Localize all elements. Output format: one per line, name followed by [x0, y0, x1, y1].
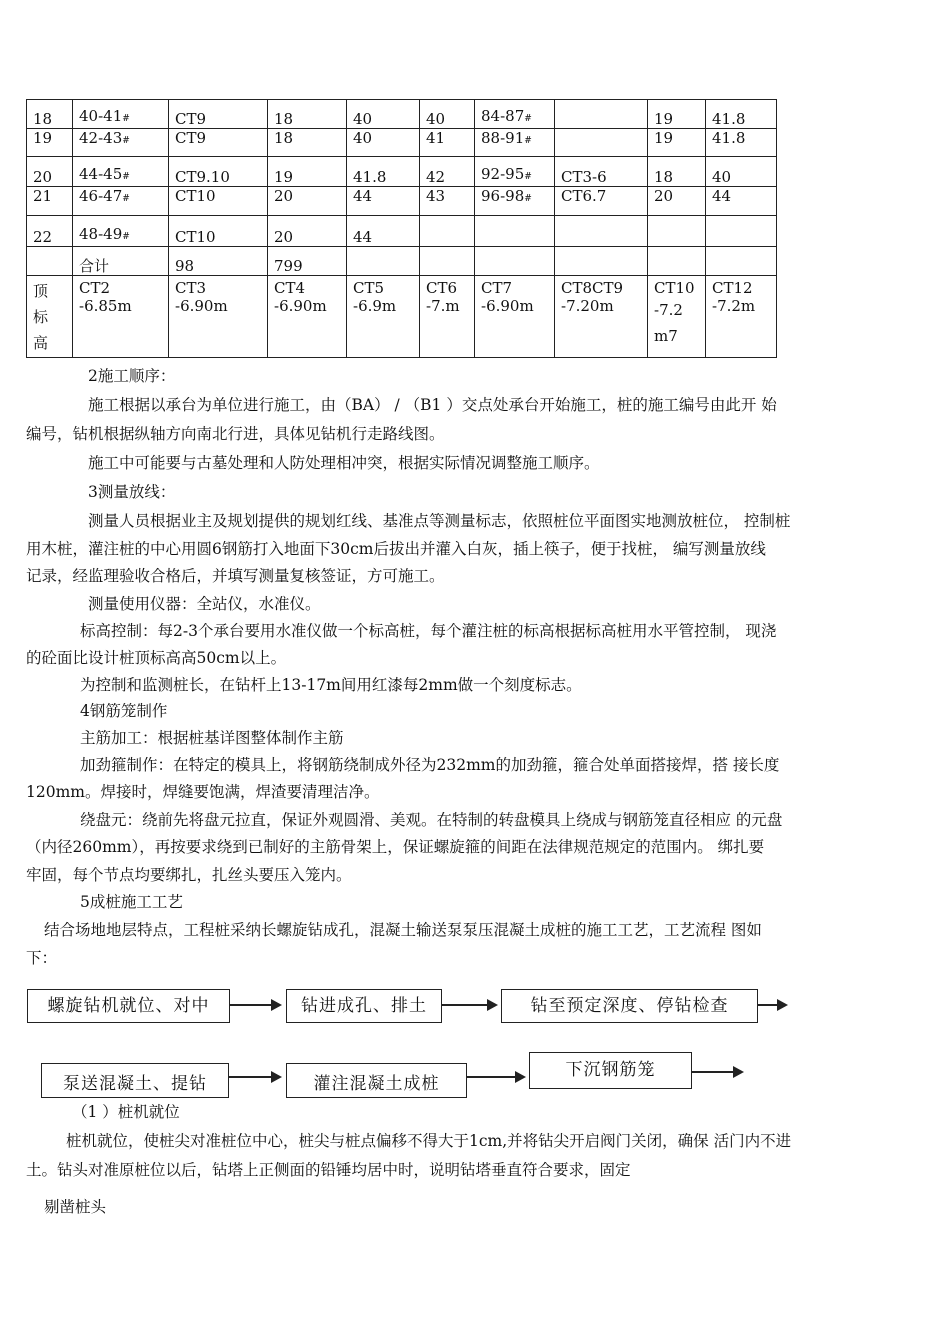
table-cell: 20 — [268, 216, 347, 247]
flow-step-4: 泵送混凝土、提钻 — [41, 1063, 229, 1098]
table-cell: CT10 — [169, 187, 268, 216]
flow-arrow — [466, 1076, 524, 1078]
paragraph: 用木桩，灌注桩的中心用圆6钢筋打入地面下30cm后拔出并灌入白灰，插上筷子，便于找桩， 编写测量放线 — [26, 540, 766, 558]
table-cell: 20 — [27, 157, 73, 187]
table-cell: CT10 -7.2 m7 — [648, 276, 706, 358]
table-cell: CT9 — [169, 100, 268, 129]
table-cell — [555, 247, 648, 276]
paragraph: 测量使用仪器：全站仪，水准仪。 — [88, 595, 321, 613]
paragraph: 记录，经监理验收合格后，并填写测量复核签证，方可施工。 — [26, 567, 445, 585]
section-2-title: 2施工顺序： — [88, 367, 176, 385]
table-cell: 44-45# — [73, 157, 169, 187]
table-row — [27, 187, 777, 216]
table-cell: 48-49# — [73, 216, 169, 247]
table-cell: CT8CT9 -7.20m — [555, 276, 648, 358]
flow-arrow — [691, 1071, 742, 1073]
table-cell: 44 — [347, 187, 420, 216]
flow-arrow — [228, 1076, 280, 1078]
table-cell: 20 — [648, 187, 706, 216]
table-cell: CT6 -7.m — [420, 276, 475, 358]
paragraph: 主筋加工：根据桩基详图整体制作主筋 — [80, 729, 344, 747]
table-cell: CT3-6 — [555, 157, 648, 187]
total-value: 799 — [268, 247, 347, 276]
paragraph: 120mm。焊接时，焊缝要饱满，焊渣要清理洁净。 — [26, 783, 380, 801]
flow-step-1: 螺旋钻机就位、对中 — [27, 989, 230, 1023]
top-elevation-label: 顶标高 — [27, 276, 73, 358]
table-cell: 41 — [420, 129, 475, 157]
table-cell — [706, 216, 777, 247]
table-row — [27, 216, 777, 247]
table-cell — [27, 247, 73, 276]
paragraph: 为控制和监测桩长，在钻杆上13-17m间用红漆每2mm做一个刻度标志。 — [80, 676, 582, 694]
table-cell — [475, 247, 555, 276]
table-cell: 40 — [420, 100, 475, 129]
table-cell: CT6.7 — [555, 187, 648, 216]
paragraph: 结合场地地层特点，工程桩采纳长螺旋钻成孔，混凝土输送泵泵压混凝土成桩的施工工艺，工艺流程 图如 — [44, 921, 762, 939]
table-cell: 40 — [706, 157, 777, 187]
table-cell — [648, 216, 706, 247]
flow-arrow — [441, 1004, 496, 1006]
subsection-1-title: （1 ）桩机就位 — [72, 1103, 180, 1121]
section-5-title: 5成桩施工工艺 — [80, 893, 183, 911]
paragraph: 标高控制：每2-3个承台要用水准仪做一个标高桩，每个灌注桩的标高根据标高桩用水平管控制， 现浇 — [80, 622, 777, 640]
table-row-elevation — [27, 276, 777, 358]
footer-heading: 剔凿桩头 — [44, 1198, 107, 1216]
table-cell: 42-43# — [73, 129, 169, 157]
table-cell: 40 — [347, 100, 420, 129]
table-cell: 88-91# — [475, 129, 555, 157]
table-cell: 19 — [648, 100, 706, 129]
table-cell — [420, 216, 475, 247]
table-cell — [475, 216, 555, 247]
table-cell: CT4 -6.90m — [268, 276, 347, 358]
section-4-title: 4钢筋笼制作 — [80, 702, 168, 720]
paragraph: 绕盘元：绕前先将盘元拉直，保证外观圆滑、美观。在特制的转盘模具上绕成与钢筋笼直径相应 的元盘 — [80, 811, 783, 829]
table-cell: CT5 -6.9m — [347, 276, 420, 358]
table-cell: 40-41# — [73, 100, 169, 129]
table-cell — [555, 100, 648, 129]
table-cell: 20 — [268, 187, 347, 216]
paragraph: 施工根据以承台为单位进行施工，由（BA） / （B1 ）交点处承台开始施工，桩的施工编号由此开 始 — [88, 396, 777, 414]
table-cell: 41.8 — [706, 129, 777, 157]
table-cell: CT3 -6.90m — [169, 276, 268, 358]
table-cell: 46-47# — [73, 187, 169, 216]
flow-arrow — [757, 1004, 786, 1006]
paragraph: 土。钻头对准原桩位以后，钻塔上正侧面的铅锤均居中时，说明钻塔垂直符合要求，固定 — [26, 1161, 631, 1179]
table-cell: 19 — [27, 129, 73, 157]
paragraph: 编号，钻机根据纵轴方向南北行进，具体见钻机行走路线图。 — [26, 425, 445, 443]
table-row — [27, 100, 777, 129]
table-row-total — [27, 247, 777, 276]
table-row — [27, 157, 777, 187]
pile-table — [26, 99, 777, 358]
table-cell — [555, 129, 648, 157]
table-cell: CT9.10 — [169, 157, 268, 187]
table-cell: 21 — [27, 187, 73, 216]
table-cell: 84-87# — [475, 100, 555, 129]
flow-step-6: 下沉钢筋笼 — [529, 1052, 692, 1089]
paragraph: 下： — [26, 949, 58, 967]
flow-arrow — [229, 1004, 280, 1006]
table-cell: 41.8 — [347, 157, 420, 187]
flow-step-3: 钻至预定深度、停钻检查 — [501, 989, 758, 1023]
table-cell — [420, 247, 475, 276]
paragraph: 牢固，每个节点均要绑扎，扎丝头要压入笼内。 — [26, 866, 352, 884]
table-cell: 18 — [27, 100, 73, 129]
paragraph: 测量人员根据业主及规划提供的规划红线、基准点等测量标志，依照桩位平面图实地测放桩位， 控制桩 — [88, 512, 791, 530]
paragraph: （内径260mm），再按要求绕到已制好的主筋骨架上，保证螺旋箍的间距在法律规范规定的范围内。 绑扎要 — [26, 838, 765, 856]
table-cell: 43 — [420, 187, 475, 216]
table-cell: 18 — [648, 157, 706, 187]
table-row — [27, 129, 777, 157]
paragraph: 桩机就位，使桩尖对准桩位中心，桩尖与桩点偏移不得大于1cm,并将钻尖开启阀门关闭，确保 活门内不进 — [66, 1132, 792, 1150]
paragraph: 加劲箍制作：在特定的模具上，将钢筋绕制成外径为232mm的加劲箍，箍合处单面搭接焊，搭 接长度 — [80, 756, 780, 774]
table-cell: CT10 — [169, 216, 268, 247]
table-cell: CT2 -6.85m — [73, 276, 169, 358]
table-cell: 41.8 — [706, 100, 777, 129]
table-cell: 44 — [347, 216, 420, 247]
table-cell: CT12 -7.2m — [706, 276, 777, 358]
table-cell: 96-98# — [475, 187, 555, 216]
section-3-title: 3测量放线： — [88, 483, 176, 501]
table-cell — [555, 216, 648, 247]
table-cell: CT7 -6.90m — [475, 276, 555, 358]
total-value: 98 — [169, 247, 268, 276]
table-cell — [648, 247, 706, 276]
table-cell: CT9 — [169, 129, 268, 157]
table-cell — [347, 247, 420, 276]
table-cell: 42 — [420, 157, 475, 187]
table-cell — [706, 247, 777, 276]
table-cell: 40 — [347, 129, 420, 157]
total-label: 合计 — [73, 247, 169, 276]
table-cell: 18 — [268, 129, 347, 157]
table-cell: 92-95# — [475, 157, 555, 187]
paragraph: 施工中可能要与古墓处理和人防处理相冲突，根据实际情况调整施工顺序。 — [88, 454, 600, 472]
table-cell: 18 — [268, 100, 347, 129]
table-cell: 19 — [268, 157, 347, 187]
flow-step-5: 灌注混凝土成桩 — [286, 1063, 467, 1098]
flow-step-2: 钻进成孔、排土 — [286, 989, 442, 1023]
table-cell: 22 — [27, 216, 73, 247]
table-cell: 44 — [706, 187, 777, 216]
paragraph: 的砼面比设计桩顶标高高50cm以上。 — [26, 649, 287, 667]
table-cell: 19 — [648, 129, 706, 157]
